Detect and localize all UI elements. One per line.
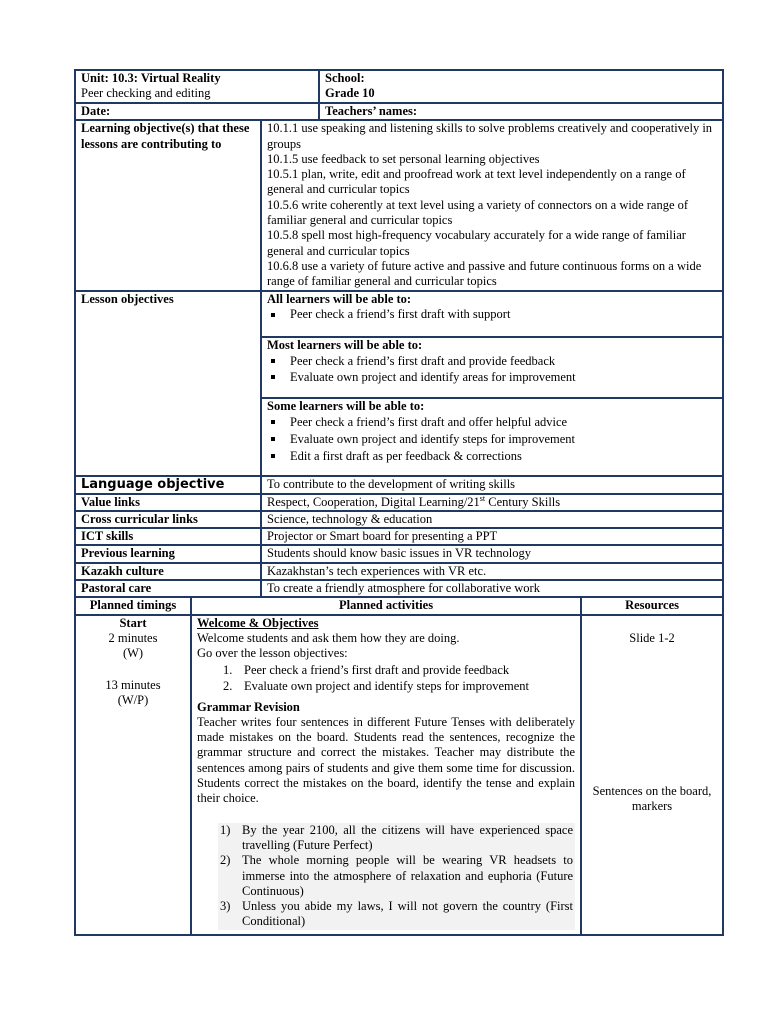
welcome-heading: Welcome & Objectives <box>197 615 319 630</box>
unit-cell <box>75 70 319 103</box>
lesson-plan-document <box>74 69 722 936</box>
unit-title: Unit: 10.3: Virtual Reality <box>81 71 221 85</box>
sentence-item <box>218 853 575 899</box>
objective-number: 2. <box>223 678 233 693</box>
date-row <box>75 103 723 120</box>
planned-timings-header: Planned timings <box>75 597 191 614</box>
sentence-text: The whole morning people will be wearing VR headsets to immerse into the atmosphere of relaxation and euphoria (Future Continuous) <box>242 853 574 898</box>
objective-number: 1. <box>223 662 233 677</box>
timing-duration: 2 minutes <box>108 630 158 645</box>
sentence-item <box>218 899 575 930</box>
learning-objectives-row <box>75 120 723 290</box>
planned-activities-header: Planned activities <box>191 597 581 614</box>
some-learners-item: Peer check a friend’s first draft and offer helpful advice <box>267 414 717 431</box>
objective-list-item <box>197 662 575 678</box>
value-links-superscript: st <box>479 493 486 503</box>
resources-header: Resources <box>581 597 723 614</box>
value-links-label: Value links <box>75 494 261 511</box>
teachers-label: Teachers’ names: <box>319 103 723 120</box>
header-row <box>75 70 723 103</box>
learning-objectives-list <box>261 120 723 290</box>
plan-body-row <box>75 615 723 935</box>
language-objective-label: Language objective <box>75 476 261 494</box>
sentence-item <box>218 823 575 854</box>
lesson-objectives-label: Lesson objectives <box>75 291 261 476</box>
objective-text: Evaluate own project and identify steps for improvement <box>244 678 529 693</box>
some-learners-heading: Some learners will be able to: <box>267 398 425 413</box>
objective-list-item <box>197 678 575 694</box>
sentence-number: 3) <box>220 899 231 914</box>
language-objective-row <box>75 476 723 494</box>
previous-learning-row <box>75 545 723 562</box>
previous-learning-value: Students should know basic issues in VR technology <box>261 545 723 562</box>
sentence-number: 2) <box>220 853 231 868</box>
learning-objectives-label: Learning objective(s) that these lessons are contributing to <box>75 120 261 290</box>
pastoral-care-row <box>75 580 723 597</box>
learning-objective-item: 10.1.5 use feedback to set personal learning objectives <box>267 151 540 166</box>
most-learners-item: Evaluate own project and identify areas for improvement <box>267 369 717 386</box>
learning-objective-item: 10.5.6 write coherently at text level using a variety of connectors on a wide range of familiar general and curricular topics <box>267 197 689 228</box>
some-learners-block <box>262 397 722 475</box>
most-learners-heading: Most learners will be able to: <box>267 337 423 352</box>
resources-cell <box>581 615 723 935</box>
sentence-text: Unless you abide my laws, I will not govern the country (First Conditional) <box>242 899 574 929</box>
timings-cell <box>75 615 191 935</box>
value-links-value <box>261 494 723 511</box>
plan-header-row <box>75 597 723 614</box>
school-cell <box>319 70 723 103</box>
date-label: Date: <box>75 103 319 120</box>
lesson-objectives-cell <box>261 291 723 476</box>
all-learners-block <box>267 292 717 336</box>
grammar-heading: Grammar Revision <box>197 699 300 714</box>
timing-duration: 13 minutes <box>105 677 161 692</box>
pastoral-care-label: Pastoral care <box>75 580 261 597</box>
resource-slides: Slide 1-2 <box>629 630 675 645</box>
lesson-objectives-row <box>75 291 723 476</box>
some-learners-item: Evaluate own project and identify steps for improvement <box>267 431 717 448</box>
grade-label: Grade 10 <box>325 86 375 101</box>
lesson-plan-table <box>74 69 724 936</box>
learning-objective-item: 10.5.8 spell most high-frequency vocabulary accurately for a wide range of familiar general and curricular topics <box>267 228 686 258</box>
previous-learning-label: Previous learning <box>75 545 261 562</box>
sentence-text: By the year 2100, all the citizens will have experienced space travelling (Future Perfect) <box>242 822 574 852</box>
value-links-text-end: Century Skills <box>485 494 561 509</box>
kazakh-culture-label: Kazakh culture <box>75 563 261 580</box>
kazakh-culture-value: Kazakhstan’s tech experiences with VR etc. <box>261 563 723 580</box>
timing-mode: (W) <box>122 646 144 661</box>
all-learners-heading: All learners will be able to: <box>267 291 412 306</box>
objective-text: Peer check a friend’s first draft and provide feedback <box>244 662 510 677</box>
learning-objective-item: 10.1.1 use speaking and listening skills to solve problems creatively and cooperatively in groups <box>267 121 713 151</box>
language-objective-value: To contribute to the development of writing skills <box>261 476 723 494</box>
cross-curricular-row <box>75 511 723 528</box>
ict-skills-value: Projector or Smart board for presenting a PPT <box>261 528 723 545</box>
pastoral-care-value: To create a friendly atmosphere for collaborative work <box>261 580 723 597</box>
cross-curricular-label: Cross curricular links <box>75 511 261 528</box>
value-links-row <box>75 494 723 511</box>
objectives-intro: Go over the lesson objectives: <box>197 646 348 661</box>
cross-curricular-value: Science, technology & education <box>261 511 723 528</box>
sentence-number: 1) <box>220 822 231 837</box>
all-learners-item: Peer check a friend’s first draft with support <box>267 307 717 322</box>
some-learners-item: Edit a first draft as per feedback & corrections <box>267 448 717 465</box>
resource-sentences: Sentences on the board, markers <box>592 783 712 814</box>
unit-subtitle: Peer checking and editing <box>81 86 211 101</box>
grammar-text: Teacher writes four sentences in different Future Tenses with deliberately made mistakes on the board. Students read the sentences, recognize the grammar structure and correct the mistakes. Teacher may distribute the sentences among pairs of students and give them some time for discussion. Students correct the mistakes on the board, identify the tense and explain their choice. <box>197 714 576 806</box>
ict-skills-row <box>75 528 723 545</box>
timing-mode: (W/P) <box>117 692 149 707</box>
kazakh-culture-row <box>75 563 723 580</box>
school-label: School: <box>325 71 365 85</box>
welcome-text: Welcome students and ask them how they are doing. <box>197 630 460 645</box>
most-learners-item: Peer check a friend’s first draft and provide feedback <box>267 353 717 370</box>
value-links-text: Respect, Cooperation, Digital Learning/21 <box>267 494 480 509</box>
activities-cell <box>191 615 581 935</box>
most-learners-block <box>262 336 722 397</box>
timing-start: Start <box>119 615 147 630</box>
learning-objective-item: 10.5.1 plan, write, edit and proofread work at text level independently on a range of general and curricular topics <box>267 167 686 197</box>
learning-objective-item: 10.6.8 use a variety of future active and passive and future continuous forms on a wide range of familiar general and curricular topics <box>267 258 702 289</box>
ict-skills-label: ICT skills <box>75 528 261 545</box>
